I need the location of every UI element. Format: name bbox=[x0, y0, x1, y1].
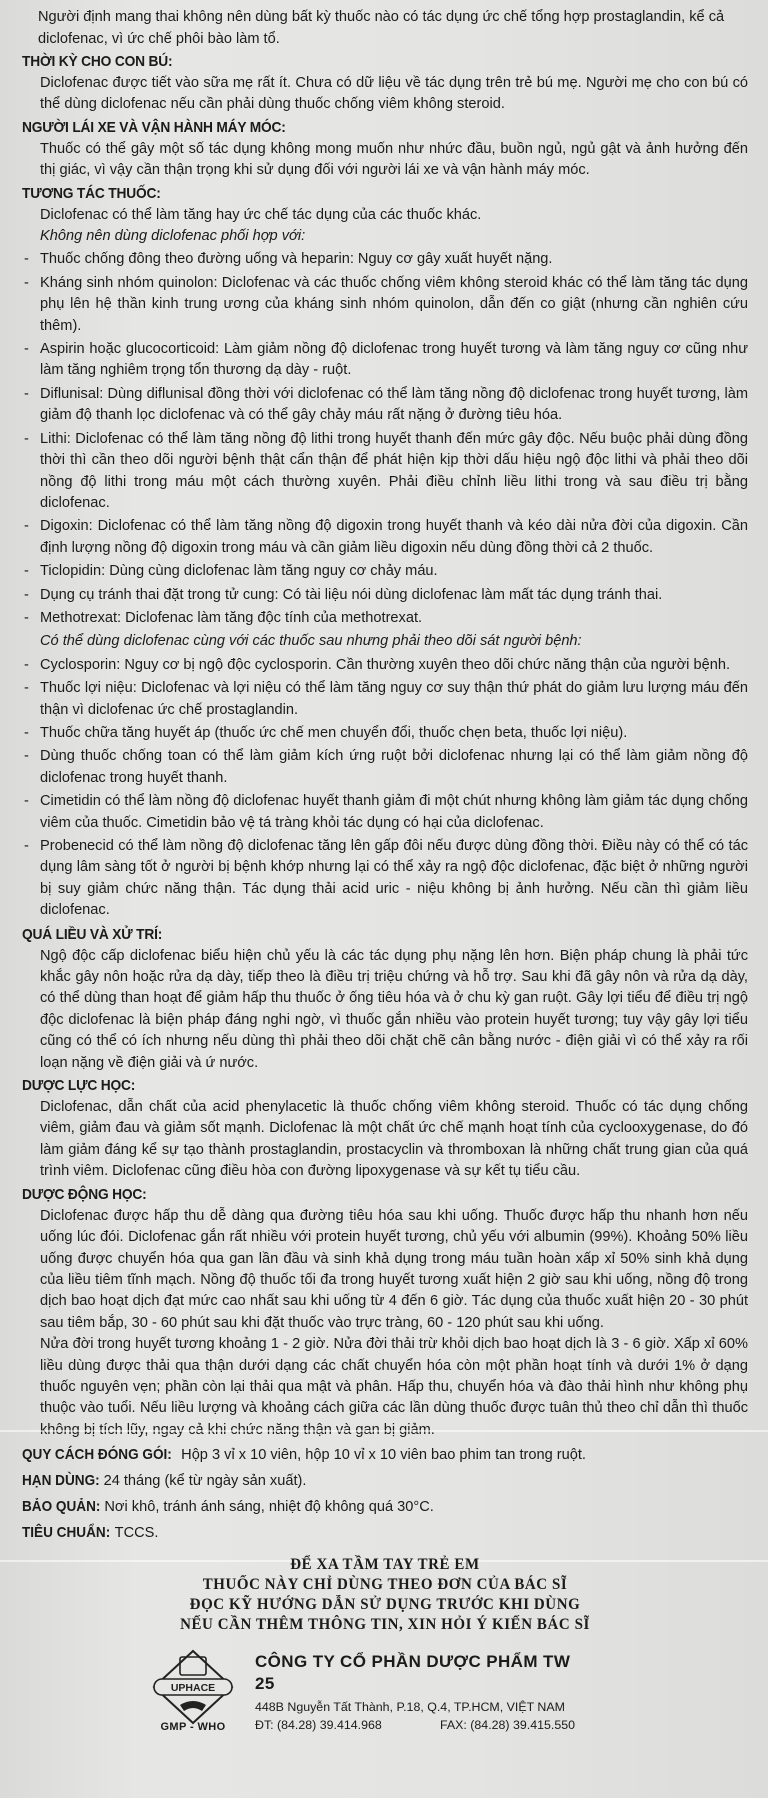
packaging-label: QUY CÁCH ĐÓNG GÓI: bbox=[22, 1447, 172, 1464]
list-item: - Ticlopidin: Dùng cùng diclofenac làm tăng nguy cơ chảy máu. bbox=[24, 563, 438, 580]
expiry-label: HẠN DÙNG: bbox=[22, 1473, 100, 1490]
standard-row bbox=[22, 1521, 748, 1545]
company-address: 448B Nguyễn Tất Thành, P.18, Q.4, TP.HCM, VIỆT NAM bbox=[255, 1700, 565, 1715]
section-heading: THỜI KỲ CHO CON BÚ: bbox=[22, 54, 173, 70]
list-item: - Diflunisal: Dùng diflunisal đồng thời với diclofenac có thể làm tăng nồng độ diclofenac trong huyết tương, làm giảm độ thanh lọc diclofenac và có thể gây chảy máu rất nặng ở đường tiêu hóa. bbox=[24, 385, 748, 424]
logo-wordmark: UPHACE bbox=[170, 1682, 216, 1695]
company-info bbox=[255, 1651, 585, 1734]
warning-line: ĐỂ XA TẦM TAY TRẺ EM bbox=[290, 1556, 480, 1574]
company-contacts bbox=[255, 1716, 575, 1734]
expiry-value: 24 tháng (kể từ ngày sản xuất). bbox=[103, 1473, 307, 1490]
interactions-section bbox=[22, 183, 748, 922]
company-name: CÔNG TY CỔ PHẦN DƯỢC PHẨM TW 25 bbox=[255, 1652, 571, 1694]
section-text: Ngộ độc cấp diclofenac biểu hiện chủ yếu là các tác dụng phụ nặng lên hơn. Biện pháp chung là phải tức khắc gây nôn hoặc rửa dạ dày, tiếp theo là điều trị triệu chứng và hỗ trợ. Sau khi đã gây nôn và rửa dạ dày, có thể dùng than hoạt để giảm hấp thu thuốc ở ống tiêu hóa và ở chu kỳ gan ruột. Gây lợi tiểu để điều trị ngộ độc diclofenac là biện pháp đáng nghi ngờ, vì thuốc gắn nhiều vào protein huyết tương; tuy vậy gây lợi tiểu cũng có thể có ích nhưng nếu dùng thì phải theo dõi chặt chẽ cân bằng nước - điện giải vì có thể xảy ra rối loạn nặng về điện giải và ứ nước. bbox=[40, 947, 748, 1071]
section-text: Diclofenac, dẫn chất của acid phenylacetic là thuốc chống viêm không steroid. Thuốc có tác dụng chống viêm, giảm đau và giảm sốt mạnh. Diclofenac là một chất ức chế mạnh hoạt tính của cyclooxygenase, do đó làm giảm đáng kể sự tạo thành prostaglandin, prostacyclin và thromboxan là những chất trung gian của quá trình viêm. Diclofenac cũng điều hòa con đường lipoxygenase và sự kết tụ tiểu cầu. bbox=[40, 1099, 748, 1180]
section-text: Diclofenac được hấp thu dễ dàng qua đường tiêu hóa sau khi uống. Thuốc được hấp thu nhanh hơn nếu uống lúc đói. Diclofenac gắn rất nhiều với protein huyết tương, chủ yếu với albumin (99%). Khoảng 50% liều uống được chuyển hóa qua gan lần đầu và sinh khả dụng trong máu tuần hoàn xấp xỉ 50% sinh khả dụng của liều tiêm tĩnh mạch. Nồng độ thuốc tối đa trong huyết tương xuất hiện 2 giờ sau khi uống, nồng độ trong dịch bao hoạt dịch đạt mức cao nhất sau khi uống từ 4 đến 6 giờ. Tác dụng của thuốc xuất hiện 20 - 30 phút sau tiêm bắp, 30 - 60 phút sau khi đặt thuốc vào trực tràng, 60 - 120 phút sau khi uống. bbox=[40, 1207, 748, 1331]
paper-fold-line bbox=[0, 1430, 768, 1432]
section-heading: TƯƠNG TÁC THUỐC: bbox=[22, 185, 161, 202]
list-item: - Cimetidin có thể làm nồng độ diclofenac huyết thanh giảm đi một chút nhưng không làm giảm tác dụng chống viêm của thuốc. Cimetidin bảo vệ tá tràng khỏi tác dụng có hại của diclofenac. bbox=[24, 793, 748, 831]
manufacturer-footer bbox=[22, 1643, 748, 1739]
section-text: Diclofenac có thể làm tăng hay ức chế tác dụng của các thuốc khác. bbox=[40, 206, 482, 223]
list-item: - Aspirin hoặc glucocorticoid: Làm giảm nồng độ diclofenac trong huyết tương và làm tăng nguy cơ cũng như làm tăng nghiêm trọng tổn thương dạ dày - ruột. bbox=[24, 341, 748, 379]
pharmacodynamics-section bbox=[22, 1075, 748, 1183]
overdose-section bbox=[22, 924, 748, 1074]
warning-line: THUỐC NÀY CHỈ DÙNG THEO ĐƠN CỦA BÁC SĨ bbox=[202, 1576, 568, 1594]
section-text: Nửa đời trong huyết tương khoảng 1 - 2 giờ. Nửa đời thải trừ khỏi dịch bao hoạt dịch là 3 - 6 giờ. Xấp xỉ 60% liều dùng được thải qua thận dưới dạng các chất chuyển hóa còn một phần hoạt tính và dưới 1% ở dạng thuốc nguyên vẹn; phần còn lại thải qua mật và phân. Hấp thu, chuyển hóa và đào thải hình như không phụ thuộc vào tuổi. Nếu liều lượng và khoảng cách giữa các lần dùng thuốc được tuân thủ theo chỉ dẫn thì thuốc bbox=[40, 1336, 748, 1417]
section-heading: NGƯỜI LÁI XE VÀ VẬN HÀNH MÁY MÓC: bbox=[22, 119, 286, 136]
warning-block bbox=[22, 1555, 748, 1635]
subheading: Không nên dùng diclofenac phối hợp với: bbox=[40, 228, 306, 245]
standard-label: TIÊU CHUẨN: bbox=[22, 1525, 111, 1542]
gmp-who-label: GMP - WHO bbox=[160, 1721, 226, 1734]
list-item: - Methotrexat: Diclofenac làm tăng độc tính của methotrexat. bbox=[24, 609, 423, 626]
driving-section bbox=[22, 117, 748, 182]
section-text: Thuốc có thể gây một số tác dụng không mong muốn như nhức đầu, buồn ngủ, ngủ gật và ảnh hưởng đến thị giác, vì vậy cần thận trọng khi sử dụng đối với người lái xe và vận hành máy móc. bbox=[40, 140, 748, 179]
packaging-value: Hộp 3 vỉ x 10 viên, hộp 10 vỉ x 10 viên bao phim tan trong ruột. bbox=[181, 1447, 586, 1464]
section-heading: QUÁ LIỀU VÀ XỬ TRÍ: bbox=[22, 926, 163, 943]
breastfeeding-section bbox=[22, 51, 748, 116]
section-heading: DƯỢC LỰC HỌC: bbox=[22, 1078, 136, 1095]
company-phone: ĐT: (84.28) 39.414.968 bbox=[255, 1718, 382, 1733]
list-item: - Thuốc chữa tăng huyết áp (thuốc ức chế men chuyển đổi, thuốc chẹn beta, thuốc lợi niệu). bbox=[24, 724, 628, 741]
list-item: - Kháng sinh nhóm quinolon: Diclofenac và các thuốc chống viêm không steroid khác có thể làm tăng tác dụng phụ lên hệ thần kinh trung ương của kháng sinh nhóm quinolon, dẫn đến co giật (nhưng cần nghiên cứu thêm). bbox=[24, 274, 748, 334]
expiry-row bbox=[22, 1469, 748, 1493]
intro-paragraph: Người định mang thai không nên dùng bất kỳ thuốc nào có tác dụng ức chế tổng hợp prostaglandin, kể cả diclofenac, vì ức chế phôi bào làm tổ. bbox=[38, 9, 725, 47]
list-item: - Dùng thuốc chống toan có thể làm giảm kích ứng ruột bởi diclofenac nhưng lại có thể làm giảm nồng độ diclofenac trong huyết thanh. bbox=[24, 748, 748, 786]
subheading: Có thể dùng diclofenac cùng với các thuốc sau nhưng phải theo dõi sát người bệnh: bbox=[40, 633, 582, 650]
interaction-list-avoid bbox=[22, 249, 748, 629]
company-fax: FAX: (84.28) 39.415.550 bbox=[439, 1718, 575, 1733]
list-item: - Digoxin: Diclofenac có thể làm tăng nồng độ digoxin trong huyết thanh và kéo dài nửa đời của digoxin. Cần định lượng nồng độ digoxin trong máu và cần giảm liều digoxin nếu dùng đồng thời cả 2 thuốc. bbox=[24, 518, 748, 556]
list-item: - Thuốc chống đông theo đường uống và heparin: Nguy cơ gây xuất huyết nặng. bbox=[24, 251, 553, 268]
list-item: - Thuốc lợi niệu: Diclofenac và lợi niệu có thể làm tăng nguy cơ suy thận thứ phát do giảm lưu lượng máu đến thận vì diclofenac ức chế prostaglandin. bbox=[24, 680, 748, 718]
section-heading: DƯỢC ĐỘNG HỌC: bbox=[22, 1186, 147, 1203]
warning-line: ĐỌC KỸ HƯỚNG DẪN SỬ DỤNG TRƯỚC KHI DÙNG bbox=[189, 1596, 581, 1614]
list-item: - Probenecid có thể làm nồng độ diclofenac tăng lên gấp đôi nếu được dùng đồng thời. Điều này có thể có tác dụng lâm sàng tốt ở người bị bệnh khớp nhưng lại có thể xảy ra ngộ độc diclofenac, đặc biệt ở những người bị suy giảm chức năng thận. Tác dụng thải acid uric - niệu không bị ảnh hưởng. Nếu cần thì giảm liều diclofenac. bbox=[24, 838, 748, 919]
pharmacokinetics-section bbox=[22, 1184, 748, 1441]
list-item: - Cyclosporin: Nguy cơ bị ngộ độc cyclosporin. Cần thường xuyên theo dõi chức năng thận của người bệnh. bbox=[24, 656, 730, 673]
warning-line: NẾU CẦN THÊM THÔNG TIN, XIN HỎI Ý KIẾN BÁC SĨ bbox=[180, 1616, 590, 1634]
interaction-list-monitor bbox=[22, 655, 748, 922]
standard-value: TCCS. bbox=[114, 1525, 159, 1542]
section-text: Diclofenac được tiết vào sữa mẹ rất ít. Chưa có dữ liệu về tác dụng trên trẻ bú mẹ. Người mẹ cho con bú có thể dùng diclofenac nếu cần phải dùng thuốc chống viêm không steroid. bbox=[40, 75, 748, 113]
list-item: - Lithi: Diclofenac có thể làm tăng nồng độ lithi trong huyết thanh đến mức gây độc. Nếu buộc phải dùng đồng thời thì cần theo dõi người bệnh thật cẩn thận để phát hiện kịp thời dấu hiệu ngộ độc lithi và phải theo dõi nồng độ lithi trong máu một cách thường xuyên. Phải điều chỉnh liều lithi trong và sau điều trị bằng diclofenac. bbox=[24, 430, 748, 511]
storage-value: Nơi khô, tránh ánh sáng, nhiệt độ không quá 30°C. bbox=[104, 1499, 434, 1516]
storage-row bbox=[22, 1495, 748, 1519]
storage-label: BẢO QUẢN: bbox=[22, 1499, 101, 1516]
packaging-row bbox=[22, 1443, 748, 1467]
list-item: - Dụng cụ tránh thai đặt trong tử cung: Có tài liệu nói dùng diclofenac làm mất tác dụng tránh thai. bbox=[24, 586, 663, 603]
